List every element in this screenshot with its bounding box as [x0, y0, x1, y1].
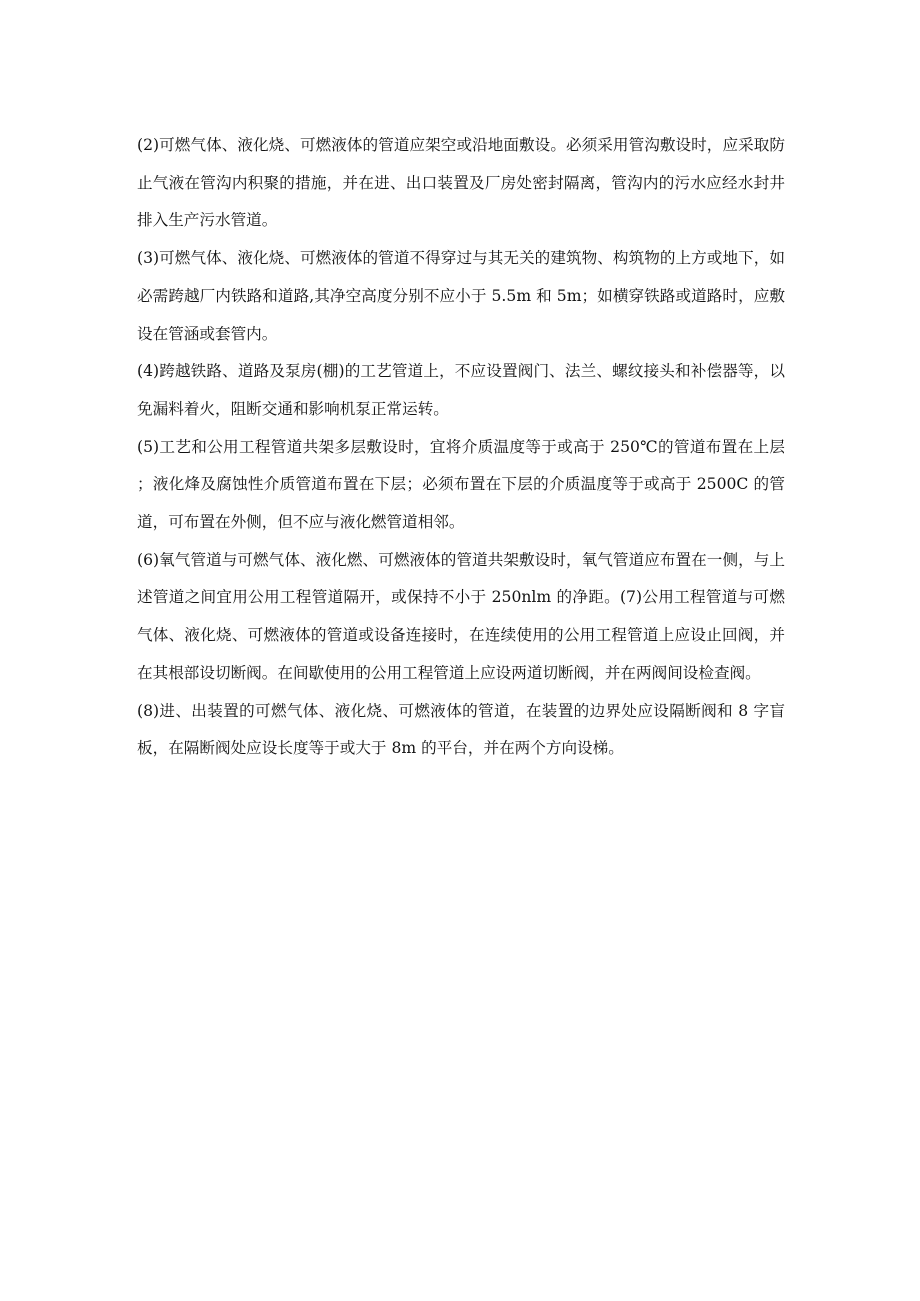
- paragraph-5: (5)工艺和公用工程管道共架多层敷设时，宜将介质温度等于或高于 250℃的管道布置在上层；液化烽及腐蚀性介质管道布置在下层；必须布置在下层的介质温度等于或高于 2500C 的管道，可布置在外侧，但不应与液化燃管道相邻。: [137, 437, 785, 532]
- paragraph-4: (4)跨越铁路、道路及泵房(棚)的工艺管道上，不应设置阀门、法兰、螺纹接头和补偿器等，以免漏料着火，阻断交通和影响机泵正常运转。: [137, 362, 785, 418]
- paragraph-3: (3)可燃气体、液化烧、可燃液体的管道不得穿过与其无关的建筑物、构筑物的上方或地下，如必需跨越厂内铁路和道路,其净空高度分别不应小于 5.5m 和 5m；如横穿铁路或道路时，应敷设在管涵或套管内。: [137, 249, 785, 343]
- paragraph-6-7: (6)氧气管道与可燃气体、液化燃、可燃液体的管道共架敷设时，氧气管道应布置在一侧，与上述管道之间宜用公用工程管道隔开，或保持不小于 250nlm 的净距。(7)公用工程管道与可燃气体、液化烧、可燃液体的管道或设备连接时，在连续使用的公用工程管道上应设止回阀，并在其根部设切断阀。在间歇使用的公用工程管道上应设两道切断阀，并在两阀间设检查阀。: [137, 550, 785, 682]
- document-body: [137, 127, 785, 768]
- paragraph-8: (8)进、出装置的可燃气体、液化烧、可燃液体的管道，在装置的边界处应设隔断阀和 8 字盲板，在隔断阀处应设长度等于或大于 8m 的平台，并在两个方向设梯。: [137, 701, 785, 758]
- paragraph-2: (2)可燃气体、液化烧、可燃液体的管道应架空或沿地面敷设。必须采用管沟敷设时，应采取防止气液在管沟内积聚的措施，并在进、出口装置及厂房处密封隔离，管沟内的污水应经水封井排入生产污水管道。: [137, 136, 785, 230]
